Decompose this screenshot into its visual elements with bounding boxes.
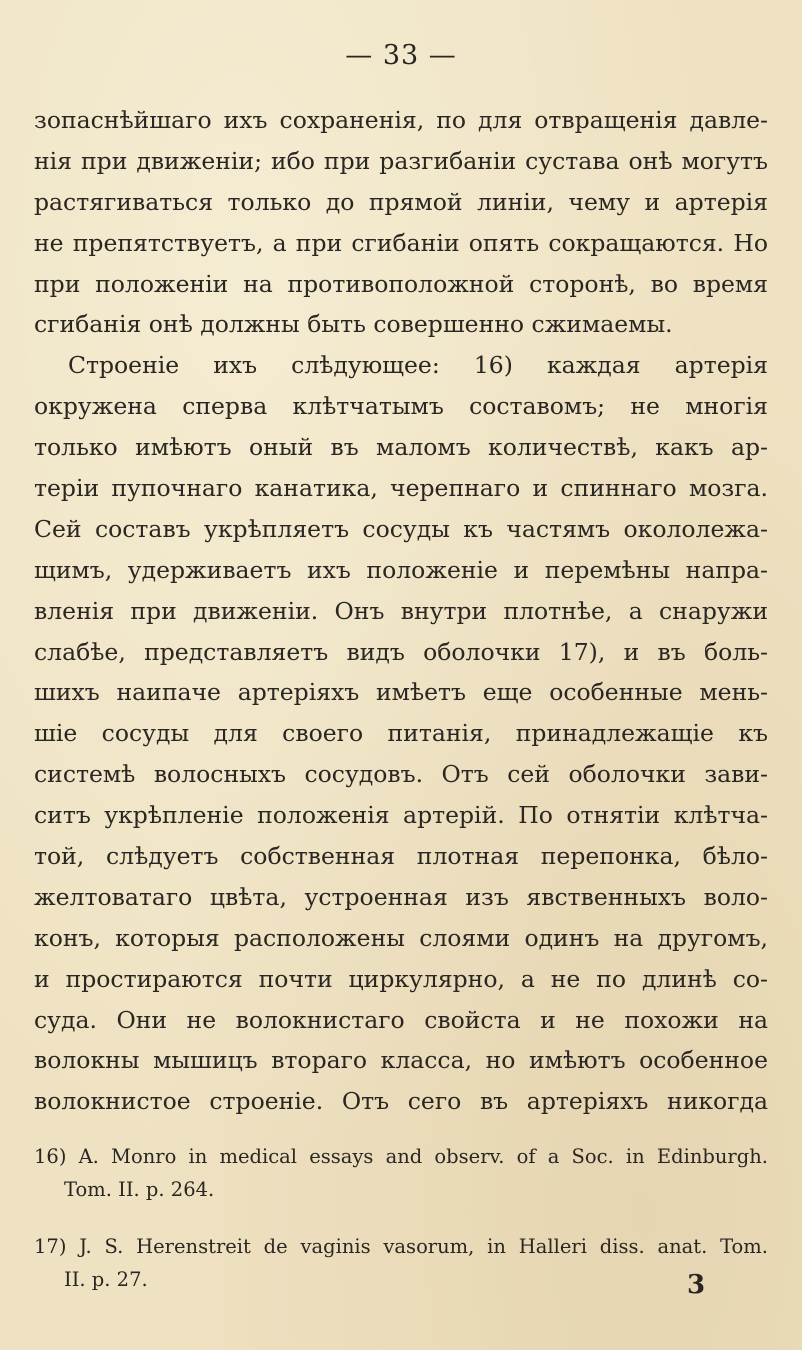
text-line: зопаснѣйшаго ихъ сохраненія, по для отвращенія давле- [34,106,768,134]
footnote-16: 16) A. Monro in medical essays and observ. of a Soc. in Edinburgh. [34,1145,768,1168]
text-line: только имѣютъ оный въ маломъ количествѣ, какъ ар- [34,433,768,462]
text-line: конъ, которыя расположены слоями одинъ на другомъ, [34,923,768,952]
signature-mark: 3 [686,1270,706,1300]
page-number: — 33 — [345,40,457,71]
text-line: и простираются почти циркулярно, а не по длинѣ со- [34,964,768,993]
body-text [34,100,768,1122]
footnote-17: 17) J. S. Herenstreit de vaginis vasorum, in Halleri diss. anat. Tom. [34,1235,768,1258]
text-line: системѣ волосныхъ сосудовъ. Отъ сей оболочки зави- [34,760,768,789]
text-line: не препятствуетъ, а при сгибаніи опять сокращаются. Но [34,228,768,257]
text-line: Строеніе ихъ слѣдующее: 16) каждая артерія [68,351,768,380]
text-line: суда. Они не волокнистаго свойста и не похожи на [34,1005,768,1034]
text-line: теріи пупочнаго канатика, черепнаго и спиннаго мозга. [34,474,768,503]
text-line: нія при движеніи; ибо при разгибаніи сустава онѣ могутъ [34,146,768,175]
footnotes [34,1140,768,1296]
text-line: шихъ наипаче артеріяхъ имѣетъ еще особенные мень- [34,678,768,707]
text-line: щимъ, удерживаетъ ихъ положеніе и перемѣны напра- [34,555,768,584]
text-line: окружена сперва клѣтчатымъ составомъ; не многія [34,392,768,421]
text-line: шіе сосуды для своего питанія, принадлежащіе къ [34,719,768,748]
text-line: ситъ укрѣпленіе положенія артерій. По отнятіи клѣтча- [34,801,768,830]
text-line: волокнистое строеніе. Отъ сего въ артеріяхъ никогда [34,1087,768,1116]
text-line: сгибанія онѣ должны быть совершенно сжимаемы. [34,310,673,339]
text-line: растягиваться только до прямой линіи, чему и артерія [34,187,768,216]
text-line: волокны мышицъ втораго класса, но имѣютъ особенное [34,1046,768,1075]
text-line: той, слѣдуетъ собственная плотная перепонка, бѣло- [34,842,768,871]
text-line: желтоватаго цвѣта, устроенная изъ явственныхъ воло- [34,882,768,911]
text-line: вленія при движеніи. Онъ внутри плотнѣе, а снаружи [34,596,768,625]
footnote-17-continuation: II. p. 27. [64,1268,148,1291]
footnote-16-continuation: Tom. II. p. 264. [64,1178,215,1201]
text-line: при положеніи на противоположной сторонѣ, во время [34,269,768,298]
text-line: слабѣе, представляетъ видъ оболочки 17), и въ боль- [34,637,768,666]
text-line: Сей составъ укрѣпляетъ сосуды къ частямъ окололежа- [34,514,768,543]
